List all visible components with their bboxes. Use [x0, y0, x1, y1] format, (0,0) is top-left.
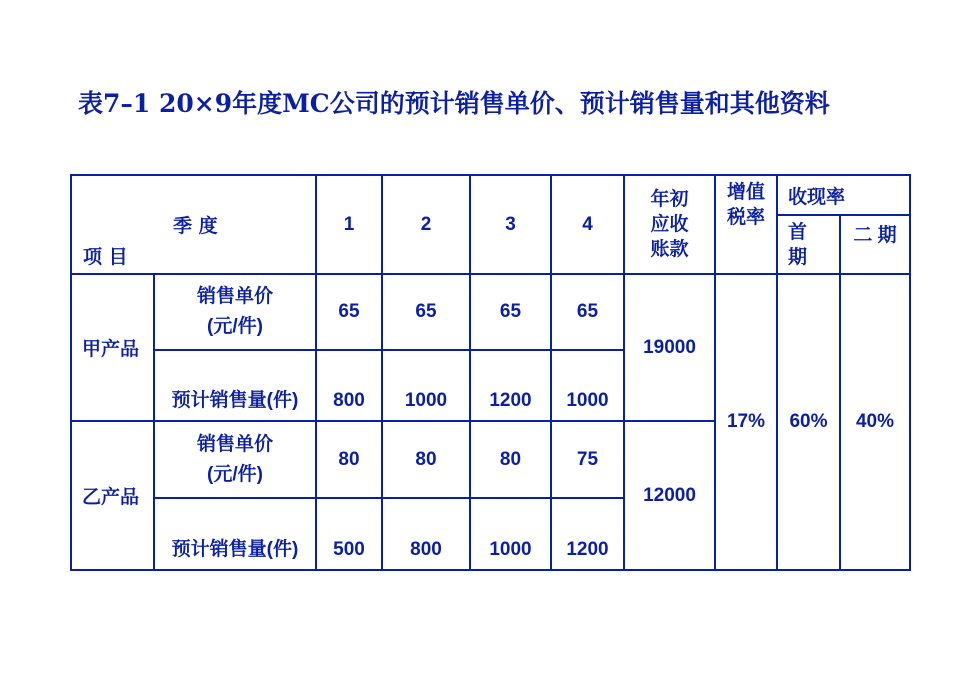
vat-line-1: 增值: [726, 182, 765, 203]
product-a-price-q2: 65: [382, 274, 470, 350]
product-b-name: 乙产品: [71, 421, 154, 570]
product-a-price-q3: 65: [470, 274, 551, 350]
quarter-4-header: 4: [551, 175, 624, 274]
product-b-qty-label: 预计销售量(件): [154, 498, 316, 570]
product-a-price-q1: 65: [316, 274, 382, 350]
page-title: 表7–1 20×9年度MC公司的预计销售单价、预计销售量和其他资料: [78, 89, 830, 118]
product-b-price-q4: 75: [551, 421, 624, 498]
ar-begin-line-3: 账款: [650, 239, 689, 260]
ar-begin-header: [624, 175, 715, 274]
second-period-rate-value: 40%: [840, 274, 910, 570]
price-label-line-1: 销售单价: [196, 286, 273, 307]
product-b-price-q3: 80: [470, 421, 551, 498]
product-b-price-label: [154, 421, 316, 498]
product-a-qty-q2: 1000: [382, 350, 470, 421]
header-corner-cell: [71, 175, 316, 274]
product-a-name: 甲产品: [71, 274, 154, 421]
item-label: 项 目: [83, 246, 128, 268]
collection-rate-header: 收现率: [777, 175, 910, 215]
sales-budget-table: [70, 174, 911, 571]
product-b-qty-q4: 1200: [551, 498, 624, 570]
vat-rate-value: 17%: [715, 274, 777, 570]
vat-line-2: 税率: [726, 207, 765, 228]
ar-begin-line-2: 应收: [650, 214, 689, 235]
quarter-3-header: 3: [470, 175, 551, 274]
price-label-line-2: (元/件): [207, 463, 263, 485]
product-b-qty-q1: 500: [316, 498, 382, 570]
season-label: 季 度: [173, 215, 218, 237]
product-b-ar-begin: 12000: [624, 421, 715, 570]
product-a-qty-q1: 800: [316, 350, 382, 421]
product-a-ar-begin: 19000: [624, 274, 715, 421]
price-label-line-1: 销售单价: [196, 433, 273, 455]
quarter-2-header: 2: [382, 175, 470, 274]
product-a-price-q4: 65: [551, 274, 624, 350]
vat-header: [715, 175, 777, 274]
product-a-qty-label: 预计销售量(件): [154, 350, 316, 421]
product-b-qty-q3: 1000: [470, 498, 551, 570]
product-b-price-q1: 80: [316, 421, 382, 498]
first-period-line-1: 首: [788, 222, 808, 243]
first-period-rate-value: 60%: [777, 274, 840, 570]
product-a-qty-q4: 1000: [551, 350, 624, 421]
quarter-1-header: 1: [316, 175, 382, 274]
product-b-price-q2: 80: [382, 421, 470, 498]
second-period-header: 二 期: [840, 215, 910, 274]
product-a-qty-q3: 1200: [470, 350, 551, 421]
first-period-header: [777, 215, 840, 274]
product-a-price-label: [154, 274, 316, 350]
product-b-qty-q2: 800: [382, 498, 470, 570]
first-period-line-2: 期: [788, 247, 808, 268]
price-label-line-2: (元/件): [207, 316, 263, 337]
ar-begin-line-1: 年初: [650, 189, 689, 210]
